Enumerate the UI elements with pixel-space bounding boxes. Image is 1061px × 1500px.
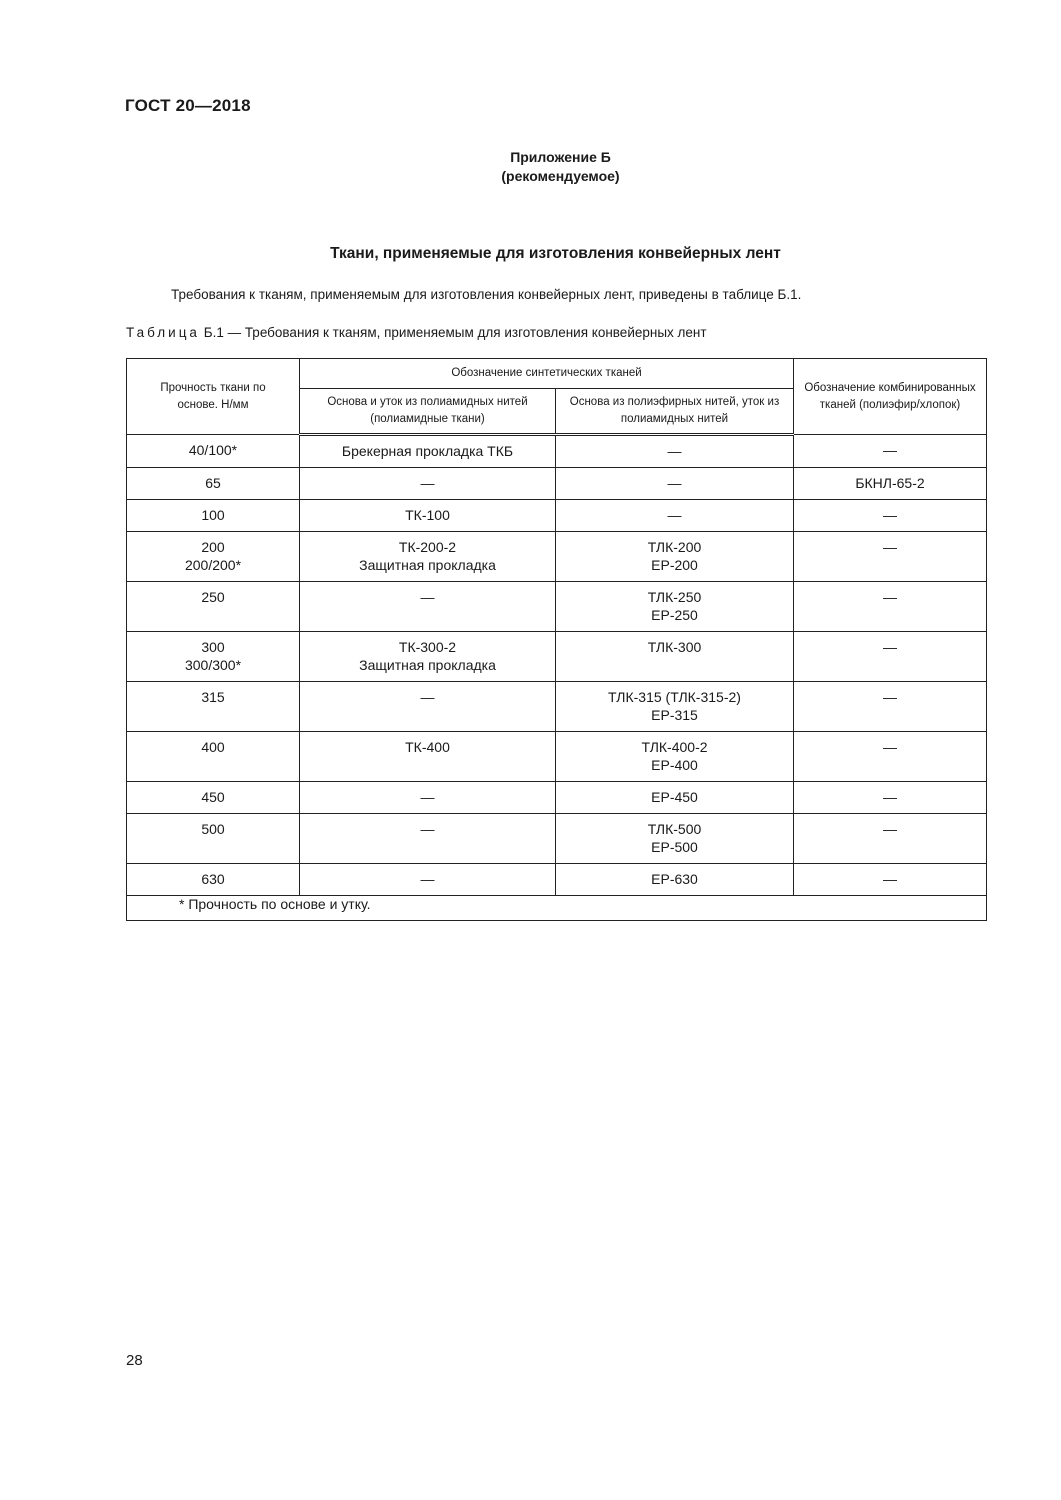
cell-combined (794, 682, 987, 732)
header-synthetic-group: Обозначение синтетических тканей (300, 359, 794, 389)
cell-line: ЕР-400 (651, 757, 698, 773)
cell-line: ЕР-500 (651, 839, 698, 855)
annex-status: (рекомендуемое) (501, 168, 620, 184)
cell-line: — (420, 689, 435, 705)
cell-polyester (556, 782, 794, 814)
cell-line: Брекерная прокладка ТКБ (341, 443, 514, 459)
cell-line: ЕР-200 (651, 557, 698, 573)
cell-polyester (556, 864, 794, 896)
header-polyamide: Основа и уток из полиамидных нитей (полиамидные ткани) (300, 389, 556, 435)
intro-paragraph: Требования к тканям, применяемым для изготовления конвейерных лент, приведены в таблице Б.1. (171, 287, 802, 302)
cell-line: ТК-200-2 (398, 539, 457, 555)
cell-line: — (420, 589, 435, 605)
cell-line: 200/200* (184, 557, 242, 573)
cell-strength (127, 814, 300, 864)
table-caption-text: Б.1 — Требования к тканям, применяемым для изготовления конвейерных лент (203, 325, 707, 340)
cell-strength (127, 582, 300, 632)
cell-line: ТК-100 (405, 507, 450, 523)
cell-polyester (556, 732, 794, 782)
cell-polyester (556, 468, 794, 500)
cell-strength (127, 468, 300, 500)
cell-combined (794, 864, 987, 896)
cell-strength (127, 632, 300, 682)
cell-polyamide (300, 500, 556, 532)
cell-line: ТК-300-2 (398, 639, 457, 655)
cell-strength (127, 782, 300, 814)
cell-line: — (420, 821, 435, 837)
cell-line: ТК-400 (405, 739, 450, 755)
table-caption (126, 325, 707, 340)
section-title-text: Ткани, применяемые для изготовления конвейерных лент (330, 245, 781, 262)
header-strength: Прочность ткани по основе. Н/мм (127, 359, 300, 435)
cell-line: — (667, 443, 682, 459)
header-polyester: Основа из полиэфирных нитей, уток из полиамидных нитей (556, 389, 794, 435)
cell-polyamide (300, 582, 556, 632)
cell-strength (127, 435, 300, 468)
cell-polyester (556, 532, 794, 582)
cell-line: 450 (201, 789, 225, 805)
cell-polyamide (300, 864, 556, 896)
cell-strength (127, 532, 300, 582)
annex-heading (0, 148, 1061, 186)
cell-polyamide (300, 532, 556, 582)
cell-polyamide (300, 814, 556, 864)
cell-line: — (667, 475, 682, 491)
cell-line: 300/300* (184, 657, 242, 673)
cell-line: ЕР-250 (651, 607, 698, 623)
table-row (127, 435, 987, 468)
cell-polyester (556, 682, 794, 732)
cell-line: — (883, 739, 897, 755)
annex-title: Приложение Б (510, 149, 611, 165)
cell-line: ТЛК-200 (647, 539, 702, 555)
cell-strength (127, 864, 300, 896)
cell-combined (794, 500, 987, 532)
header-combined: Обозначение комбинированных тканей (полиэфир/хлопок) (794, 359, 987, 435)
cell-line: — (420, 475, 435, 491)
table-row (127, 500, 987, 532)
section-title (0, 245, 1061, 263)
cell-line: 250 (201, 589, 225, 605)
cell-polyester (556, 500, 794, 532)
table-row (127, 532, 987, 582)
table-body (127, 435, 987, 896)
cell-line: 65 (205, 475, 221, 491)
cell-line: Защитная прокладка (359, 657, 496, 673)
table-row (127, 732, 987, 782)
cell-line: ЕР-315 (651, 707, 698, 723)
cell-combined (794, 814, 987, 864)
cell-line: Защитная прокладка (359, 557, 496, 573)
cell-polyester (556, 435, 794, 468)
cell-combined (794, 632, 987, 682)
cell-line: 400 (201, 739, 225, 755)
cell-line: — (883, 639, 897, 655)
page-number: 28 (126, 1352, 143, 1369)
cell-line: 630 (201, 871, 225, 887)
cell-combined (794, 782, 987, 814)
cell-line: 40/100* (188, 442, 238, 458)
table-row (127, 682, 987, 732)
cell-polyester (556, 814, 794, 864)
cell-line: — (883, 821, 897, 837)
table-footnote: * Прочность по основе и утку. (127, 896, 987, 921)
cell-line: ТЛК-250 (647, 589, 702, 605)
cell-polyamide (300, 782, 556, 814)
cell-combined (794, 582, 987, 632)
cell-polyamide (300, 632, 556, 682)
cell-polyamide (300, 468, 556, 500)
table-row (127, 632, 987, 682)
table-caption-label: Таблица (126, 325, 200, 340)
cell-line: ТЛК-500 (647, 821, 702, 837)
cell-line: — (883, 442, 897, 458)
cell-line: — (420, 871, 435, 887)
cell-polyamide (300, 435, 556, 468)
cell-line: — (667, 507, 682, 523)
cell-strength (127, 500, 300, 532)
cell-line: — (883, 871, 897, 887)
table-row (127, 814, 987, 864)
cell-line: 315 (201, 689, 225, 705)
cell-line: ЕР-450 (651, 789, 698, 805)
table-row (127, 782, 987, 814)
cell-line: ТЛК-400-2 (641, 739, 708, 755)
cell-strength (127, 732, 300, 782)
cell-polyester (556, 632, 794, 682)
document-code: ГОСТ 20—2018 (125, 96, 251, 115)
cell-line: ТЛК-300 (647, 639, 702, 655)
cell-line: ЕР-630 (651, 871, 698, 887)
cell-line: 200 (201, 539, 225, 555)
cell-combined (794, 468, 987, 500)
cell-line: — (883, 539, 897, 555)
table-row (127, 582, 987, 632)
table-row (127, 468, 987, 500)
cell-line: — (883, 789, 897, 805)
cell-line: — (883, 507, 897, 523)
cell-line: БКНЛ-65-2 (855, 475, 925, 491)
cell-strength (127, 682, 300, 732)
cell-line: — (883, 689, 897, 705)
cell-line: — (883, 589, 897, 605)
cell-line: — (420, 789, 435, 805)
cell-line: 300 (201, 639, 225, 655)
cell-combined (794, 435, 987, 468)
cell-polyamide (300, 732, 556, 782)
cell-polyamide (300, 682, 556, 732)
cell-polyester (556, 582, 794, 632)
cell-combined (794, 732, 987, 782)
cell-line: 100 (201, 507, 225, 523)
requirements-table (126, 358, 987, 921)
cell-line: 500 (201, 821, 225, 837)
table-row (127, 864, 987, 896)
cell-combined (794, 532, 987, 582)
cell-line: ТЛК-315 (ТЛК-315-2) (608, 689, 741, 705)
